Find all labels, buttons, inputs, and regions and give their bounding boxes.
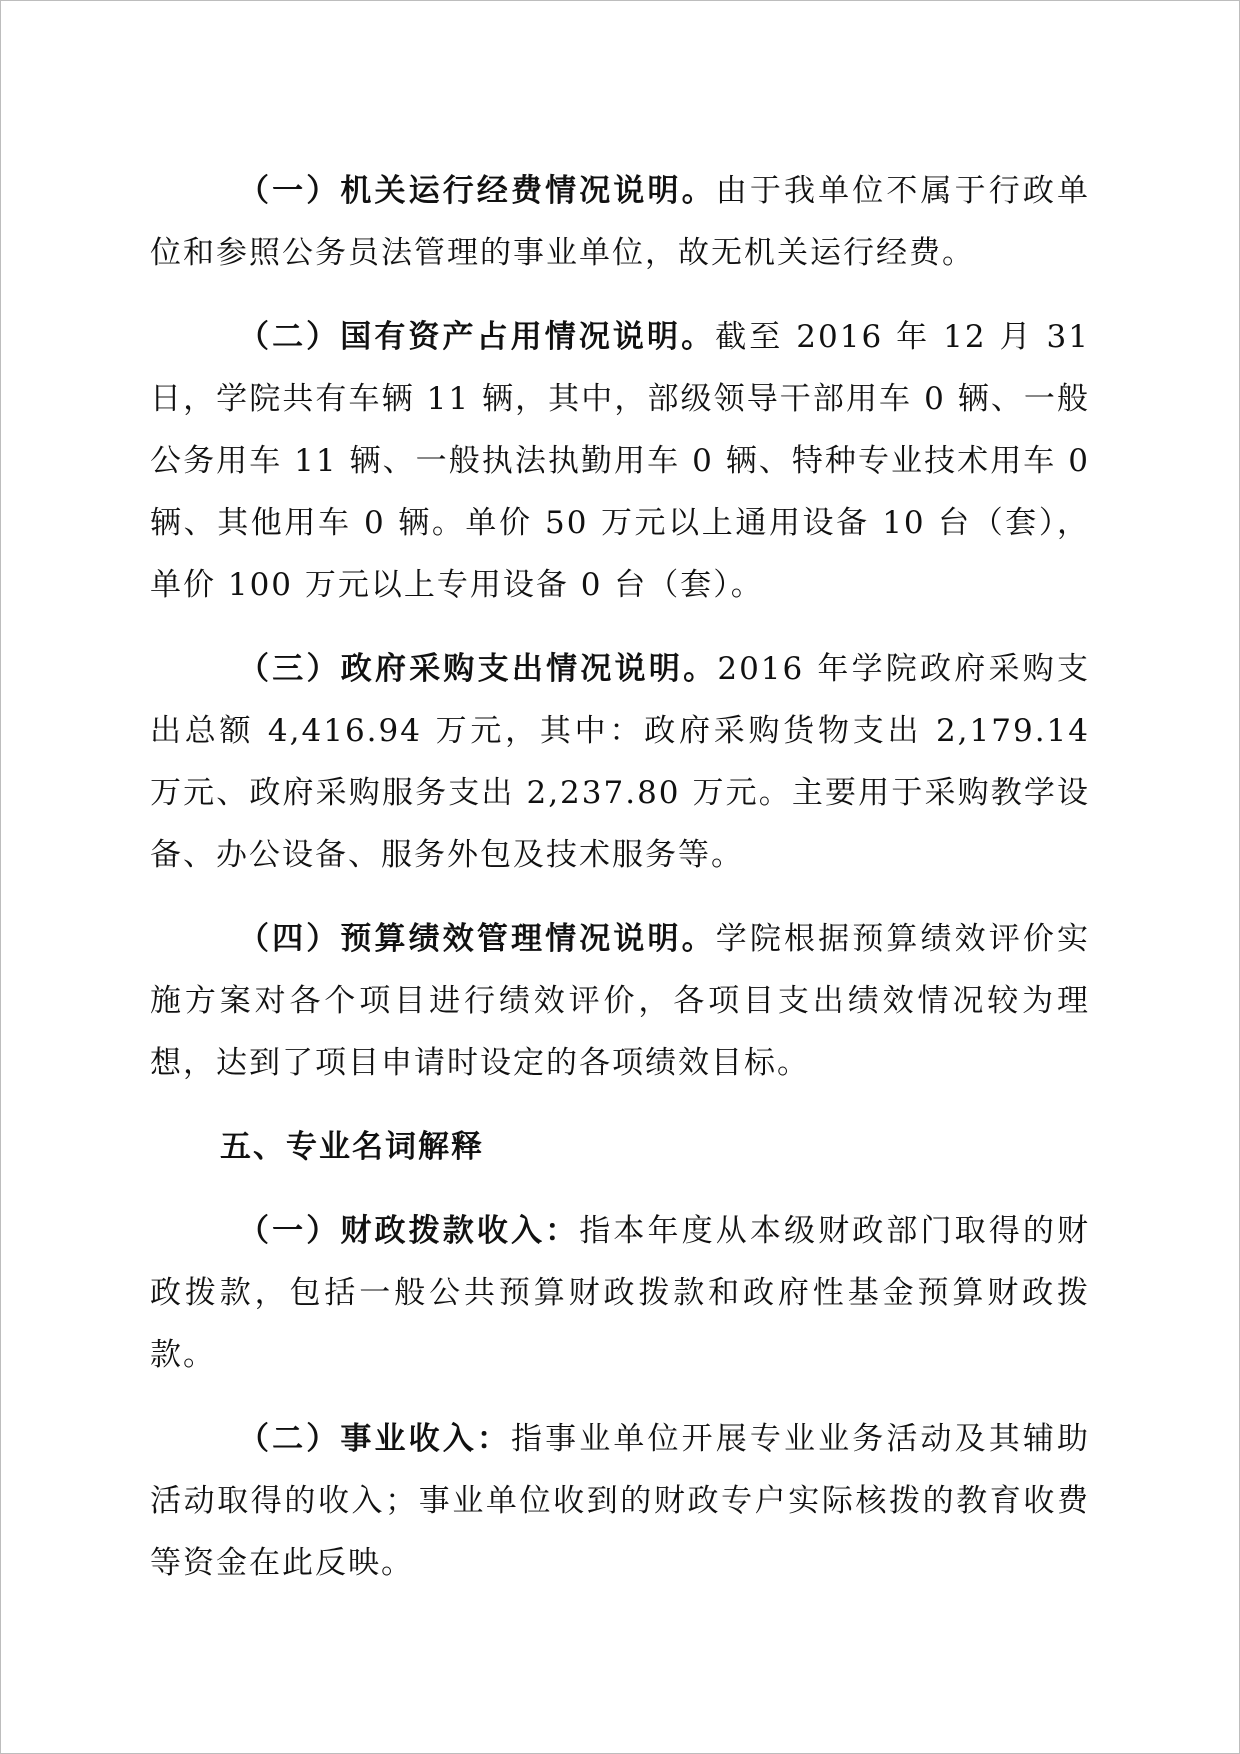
paragraph-text: 由于我单位不属于行政单位和参照公务员法管理的事业单位，故无机关运行经费。 [150,173,1090,271]
paragraph-title: （一）财政拨款收入： [238,1213,580,1249]
paragraph-title: （二）事业收入： [238,1421,511,1457]
paragraph-business-income [150,1408,1090,1594]
paragraph-budget-performance [150,908,1090,1094]
paragraph-title: （二）国有资产占用情况说明。 [238,319,716,355]
paragraph-title: （一）机关运行经费情况说明。 [238,173,716,209]
document-body [150,160,1090,1616]
paragraph-text: 学院根据预算绩效评价实施方案对各个项目进行绩效评价，各项目支出绩效情况较为理想，达到了项目申请时设定的各项绩效目标。 [150,921,1090,1081]
paragraph-state-assets [150,306,1090,616]
paragraph-text: 2016 年学院政府采购支出总额 4,416.94 万元，其中：政府采购货物支出 2,179.14 万元、政府采购服务支出 2,237.80 万元。主要用于采购教学设备、办公设备、服务外包及技术服务等。 [150,651,1090,873]
paragraph-title: （四）预算绩效管理情况说明。 [238,921,716,957]
paragraph-admin-operating-expenses [150,160,1090,284]
paragraph-title: （三）政府采购支出情况说明。 [238,651,718,687]
paragraph-fiscal-appropriation-income [150,1200,1090,1386]
paragraph-text: 指事业单位开展专业业务活动及其辅助活动取得的收入；事业单位收到的财政专户实际核拨的教育收费等资金在此反映。 [150,1421,1090,1581]
section-heading-terms: 五、专业名词解释 [220,1129,484,1165]
paragraph-text: 指本年度从本级财政部门取得的财政拨款，包括一般公共预算财政拨款和政府性基金预算财政拨款。 [150,1213,1090,1373]
paragraph-text: 截至 2016 年 12 月 31 日，学院共有车辆 11 辆，其中，部级领导干部用车 0 辆、一般公务用车 11 辆、一般执法执勤用车 0 辆、特种专业技术用车 0 辆、其他用车 0 辆。单价 50 万元以上通用设备 10 台（套），单价 100 万元以上专用设备 0 台（套）。 [150,319,1091,603]
paragraph-government-procurement [150,638,1090,886]
